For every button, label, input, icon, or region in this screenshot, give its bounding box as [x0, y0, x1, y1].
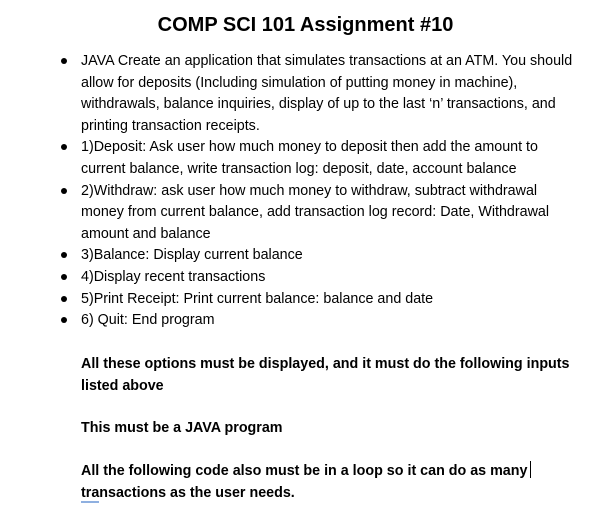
list-item	[0, 267, 581, 289]
loop-note-line2: nsactions as the user needs.	[99, 484, 295, 501]
list-item	[0, 310, 581, 332]
options-note: All these options must be displayed, and it must do the following inputs listed above	[81, 356, 570, 394]
list-item	[0, 181, 581, 246]
java-note: This must be a JAVA program	[81, 420, 283, 436]
list-item-text: 4)Display recent transactions	[81, 268, 266, 285]
document-title: COMP SCI 101 Assignment #10	[157, 14, 454, 36]
list-item	[0, 289, 581, 311]
bullet-icon	[61, 188, 67, 194]
list-item	[0, 245, 581, 267]
loop-note-line1: All the following code also must be in a loop so it can do as many	[81, 463, 528, 479]
list-item	[0, 137, 581, 180]
list-item-text: 1)Deposit: Ask user how much money to deposit then add the amount to current balance, write transaction log: deposit, date, account balance	[81, 139, 538, 177]
list-item-text: 5)Print Receipt: Print current balance: balance and date	[81, 290, 434, 307]
list-item	[0, 51, 581, 137]
text-cursor	[530, 461, 531, 478]
requirements-list	[0, 51, 600, 332]
spellcheck-marked-text: tra	[81, 484, 100, 501]
list-item-text: 3)Balance: Display current balance	[81, 247, 303, 264]
bullet-icon	[61, 58, 67, 64]
list-item-text: 6) Quit: End program	[81, 312, 215, 329]
bullet-icon	[61, 317, 67, 323]
list-item-text: 2)Withdraw: ask user how much money to withdraw, subtract withdrawal money from current balance, add transaction log record: Date, Withdrawal amount and balance	[81, 182, 550, 242]
bullet-icon	[61, 296, 67, 302]
bullet-icon	[61, 252, 67, 258]
bullet-icon	[61, 144, 67, 150]
list-item-text: JAVA Create an application that simulates transactions at an ATM. You should allow for deposits (Including simulation of putting money in machine), withdrawals, balance inquiries, display of up to the last ‘n’ transactions, and printing transaction receipts.	[81, 53, 573, 134]
bullet-icon	[61, 274, 67, 280]
loop-note[interactable]	[81, 461, 581, 504]
